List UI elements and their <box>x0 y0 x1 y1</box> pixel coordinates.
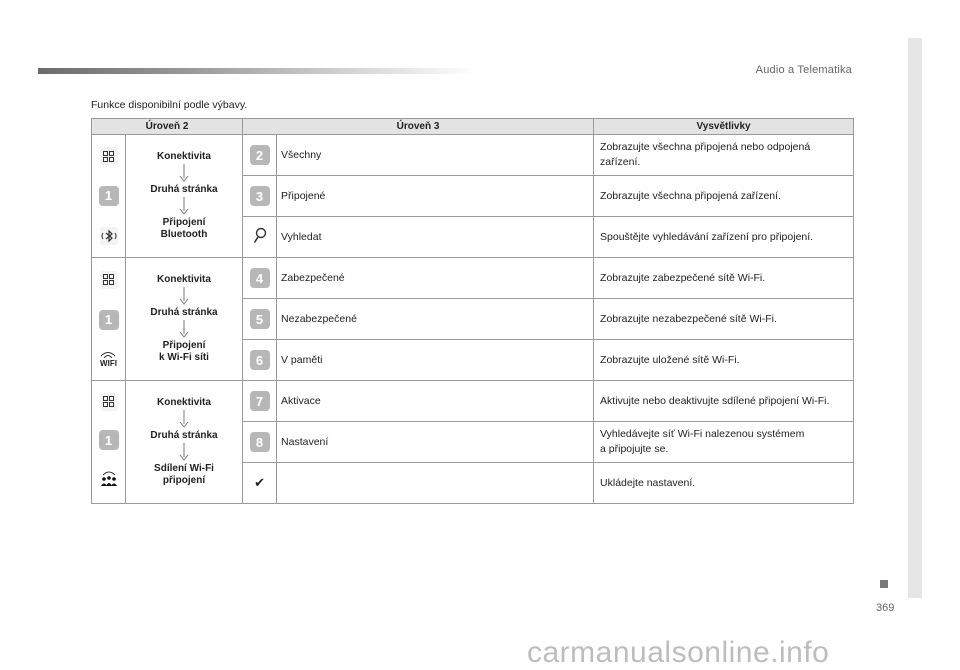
explanation-line: Aktivujte nebo deaktivujte sdílené připojení Wi-Fi. <box>600 394 830 407</box>
explanation-line: Ukládejte nastavení. <box>600 476 696 489</box>
step-badge: 6 <box>250 350 270 370</box>
step-badge: 2 <box>250 145 270 165</box>
table-row <box>92 135 854 176</box>
table-row <box>92 381 854 422</box>
group-icons-cell <box>92 135 126 258</box>
explanation-cell <box>594 463 854 504</box>
level2-item: Bluetooth <box>160 229 208 240</box>
explanation-line: zařízení. <box>600 156 641 168</box>
down-arrow-icon <box>179 320 189 338</box>
grid-icon <box>100 147 118 165</box>
grid-icon <box>100 393 118 411</box>
explanation-cell <box>594 176 854 217</box>
level2-path-cell <box>126 258 243 381</box>
level3-label: Zabezpečené <box>277 258 594 299</box>
down-arrow-icon <box>179 443 189 461</box>
explanation-cell <box>594 299 854 340</box>
level2-item: Konektivita <box>157 151 211 162</box>
page-number: 369 <box>876 602 895 614</box>
wifi-label: WIFI <box>100 358 117 368</box>
step-badge: 5 <box>250 309 270 329</box>
level3-badge-cell <box>243 340 277 381</box>
level2-path-cell <box>126 135 243 258</box>
availability-note: Funkce disponibilní podle výbavy. <box>91 99 248 111</box>
table-row <box>92 258 854 299</box>
level2-item: Připojení <box>162 217 206 228</box>
level3-badge-cell <box>243 463 277 504</box>
explanation-cell <box>594 340 854 381</box>
column-header-explanation: Vysvětlivky <box>594 119 854 135</box>
explanation-line: Zobrazujte uložené sítě Wi-Fi. <box>600 353 740 366</box>
watermark: carmanualsonline.info <box>527 636 830 669</box>
step-badge: 1 <box>99 310 119 330</box>
settings-table <box>91 118 854 504</box>
section-title: Audio a Telematika <box>755 64 852 76</box>
step-badge: 7 <box>250 391 270 411</box>
step-badge: 4 <box>250 268 270 288</box>
explanation-line: a připojujte se. <box>600 443 669 455</box>
explanation-cell <box>594 258 854 299</box>
level3-badge-cell <box>243 217 277 258</box>
level3-badge-cell <box>243 135 277 176</box>
explanation-line: Zobrazujte všechna připojená nebo odpojená <box>600 141 811 153</box>
checkmark-icon: ✔ <box>254 475 265 490</box>
level3-label: Nezabezpečené <box>277 299 594 340</box>
step-badge: 8 <box>250 432 270 452</box>
level3-label: Nastavení <box>277 422 594 463</box>
column-header-level3: Úroveň 3 <box>243 119 594 135</box>
explanation-cell <box>594 422 854 463</box>
level3-badge-cell <box>243 422 277 463</box>
level2-item: k Wi-Fi síti <box>159 352 209 363</box>
bluetooth-icon <box>100 227 118 245</box>
level2-item: připojení <box>162 475 206 486</box>
level2-item: Druhá stránka <box>150 307 218 318</box>
header-gradient-bar <box>38 68 478 74</box>
level3-badge-cell <box>243 176 277 217</box>
search-icon <box>252 227 268 245</box>
explanation-line: Zobrazujte všechna připojená zařízení. <box>600 189 781 202</box>
page-marker <box>880 580 888 588</box>
level2-item: Konektivita <box>157 397 211 408</box>
group-icons-cell <box>92 381 126 504</box>
down-arrow-icon <box>179 164 189 182</box>
explanation-cell <box>594 381 854 422</box>
level3-label: Vyhledat <box>277 217 594 258</box>
level3-label: V paměti <box>277 340 594 381</box>
level2-item: Druhá stránka <box>150 430 218 441</box>
level3-badge-cell <box>243 299 277 340</box>
level3-label: Aktivace <box>277 381 594 422</box>
grid-icon <box>100 271 118 289</box>
level2-path-cell <box>126 381 243 504</box>
step-badge: 3 <box>250 186 270 206</box>
level3-label <box>277 463 594 504</box>
down-arrow-icon <box>179 197 189 215</box>
explanation-cell <box>594 135 854 176</box>
table-header-row <box>92 119 854 135</box>
level3-label: Připojené <box>277 176 594 217</box>
down-arrow-icon <box>179 410 189 428</box>
level2-item: Konektivita <box>157 274 211 285</box>
level2-item: Připojení <box>162 340 206 351</box>
explanation-cell <box>594 217 854 258</box>
level3-badge-cell <box>243 258 277 299</box>
explanation-line: Vyhledávejte síť Wi-Fi nalezenou systémem <box>600 428 805 440</box>
column-header-level2: Úroveň 2 <box>92 119 243 135</box>
wifi-icon <box>100 351 117 368</box>
explanation-line: Spouštějte vyhledávání zařízení pro připojení. <box>600 230 814 243</box>
down-arrow-icon <box>179 287 189 305</box>
explanation-line: Zobrazujte zabezpečené sítě Wi-Fi. <box>600 271 766 284</box>
level3-badge-cell <box>243 381 277 422</box>
side-strip <box>908 38 922 598</box>
group-icons-cell <box>92 258 126 381</box>
explanation-line: Zobrazujte nezabezpečené sítě Wi-Fi. <box>600 312 777 325</box>
level2-item: Sdílení Wi-Fi <box>154 463 214 474</box>
step-badge: 1 <box>99 186 119 206</box>
level3-label: Všechny <box>277 135 594 176</box>
level2-item: Druhá stránka <box>150 184 218 195</box>
share-people-icon <box>99 470 119 491</box>
step-badge: 1 <box>99 430 119 450</box>
